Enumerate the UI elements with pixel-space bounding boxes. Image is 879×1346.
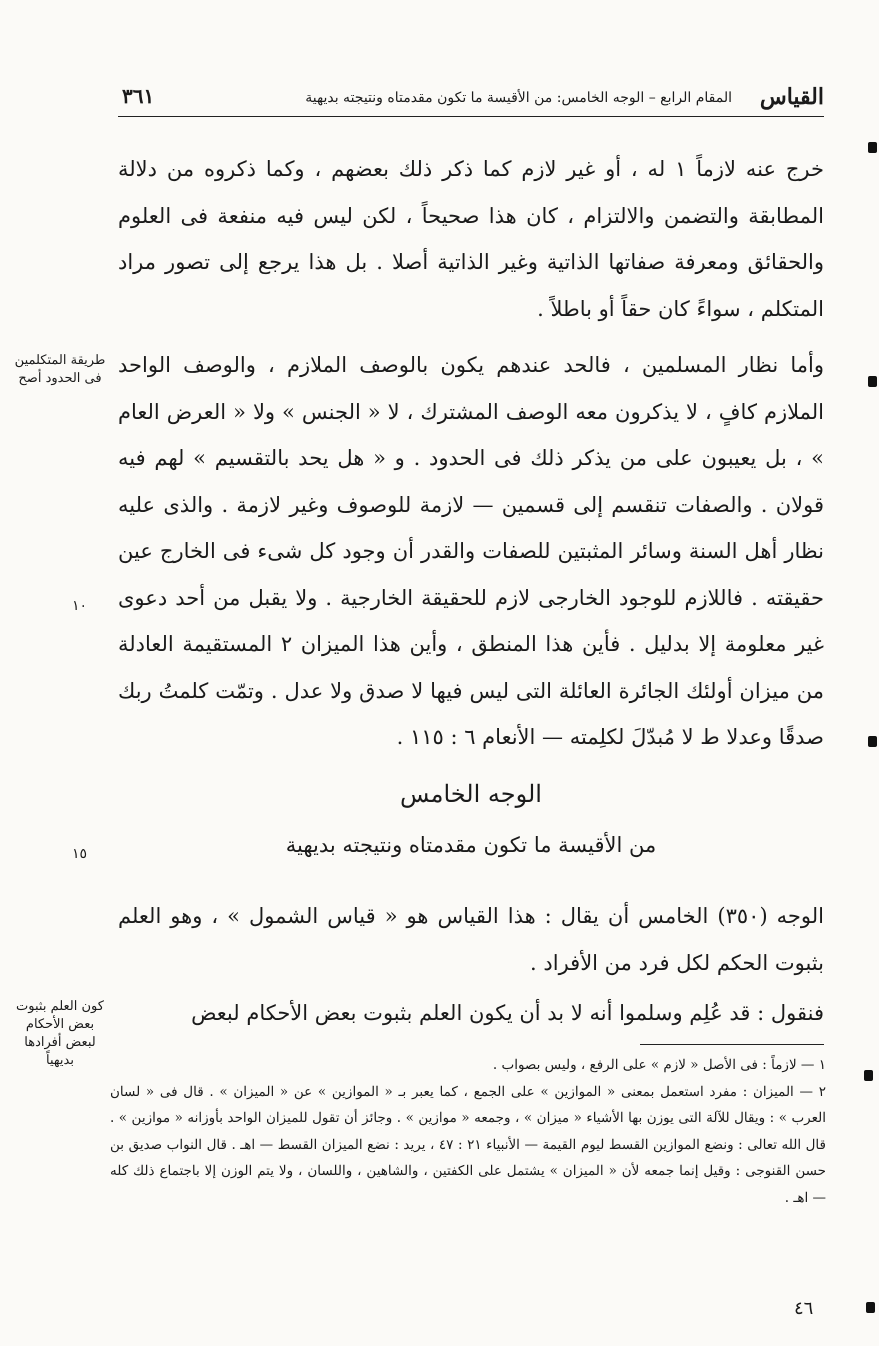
edge-mark [868,376,877,387]
margin-note-1: طريقة المتكلمين فى الحدود أصح [14,353,106,386]
page-number: ٣٦١ [122,84,155,108]
line-number-15: ١٥ [72,846,88,862]
paragraph-2: وأما نظار المسلمين ، فالحد عندهم يكون بالوصف الملازم ، والوصف الواحد الملازم كافٍ ، لا يذكرون معه الوصف المشترك ، لا « الجنس » ولا « العرض العام » ، بل يعيبون على من يذكر ذلك فى الحدود . و « هل يحد بالتقسيم » لهم فيه قولان . والصفات تنقسم إلى قسمين — لازمة للوصوف وغير لازمة . والذى عليه نظار أهل السنة وسائر المثبتين للصفات والقدر أن وجود كل شىء فى الخارج عين حقيقته . فاللازم للوجود الخارجى لازم للحقيقة الخارجية . ولا يقبل من أحد دعوى غير معلومة إلا بدليل . فأين هذا المنطق ، وأين هذا الميزان ٢ المستقيمة العادلة من ميزان أولئك الجائرة العائلة التى ليس فيها لا صدق ولا عدل . وتمّت كلمتُ ربك صدقًا وعدلا ط لا مُبدّلَ لكلِمته — الأنعام ٦ : ١١٥ . [118,353,824,749]
section-heading: الوجه الخامس [400,780,542,808]
paragraph-4-text: فنقول : قد عُلِم وسلموا أنه لا بد أن يكون العلم بثبوت بعض الأحكام لبعض [191,1001,824,1025]
book-title: القياس [759,84,824,110]
paragraph-1: خرج عنه لازماً ١ له ، أو غير لازم كما ذكر ذلك بعضهم ، وكما ذكروه من دلالة المطابقة والتضمن والالتزام ، كان هذا صحيحاً ، لكن ليس فيه منفعة فى العلوم والحقائق ومعرفة صفاتها الذاتية وغير الذاتية أصلا . بل هذا يرجع إلى تصور مراد المتكلم ، سواءً كان حقاً أو باطلاً . [118,157,824,321]
edge-mark [868,736,877,747]
footnote-2: ٢ — الميزان : مفرد استعمل بمعنى « الموازين » على الجمع ، كما يعبر بـ « الموازين » عن « الميزان » . قال فى « لسان العرب » : ويقال للآلة التى يوزن بها الأشياء « ميزان » ، وجمعه « موازين » . وجائز أن تقول للميزان الواحد بأوزانه « موازين » . قال الله تعالى : ونضع الموازين القسط ليوم القيمة — الأنبياء ٢١ : ٤٧ ، يريد : نضع الميزان القسط — اهـ . قال النواب صديق بن حسن القنوجى : وقيل إنما جمعه لأن « الميزان » يشتمل على الكفتين ، والشاهين ، واللسان ، ولا يتم الوزن إلا باجتماع ذلك كله — اهـ . [110,1083,827,1206]
paragraph-3-text: الوجه (٣٥٠) الخامس أن يقال : هذا القياس هو « قياس الشمول » ، وهو العلم بثبوت الحكم لكل فرد من الأفراد . [118,904,824,975]
section-subheading: من الأقيسة ما تكون مقدمتاه ونتيجته بديهية [285,833,657,857]
edge-mark [868,142,877,153]
paragraph-3 [118,893,824,1037]
folio-number: ٤٦ [794,1298,814,1319]
footnotes [110,1052,826,1211]
running-header [118,82,824,117]
edge-mark [866,1302,875,1313]
footnote-1: ١ — لازماً : فى الأصل « لازم » على الرفع ، وليس بصواب . [492,1057,826,1073]
footnote-separator [640,1044,824,1045]
margin-note-2: كون العلم بثبوت بعض الأحكام لبعض أفرادها بديهياً [16,999,104,1068]
line-number-10: ١٠ [72,598,88,614]
chapter-subtitle: المقام الرابع – الوجه الخامس: من الأقيسة ما تكون مقدمتاه ونتيجته بديهية [305,90,732,106]
edge-mark [864,1070,873,1081]
